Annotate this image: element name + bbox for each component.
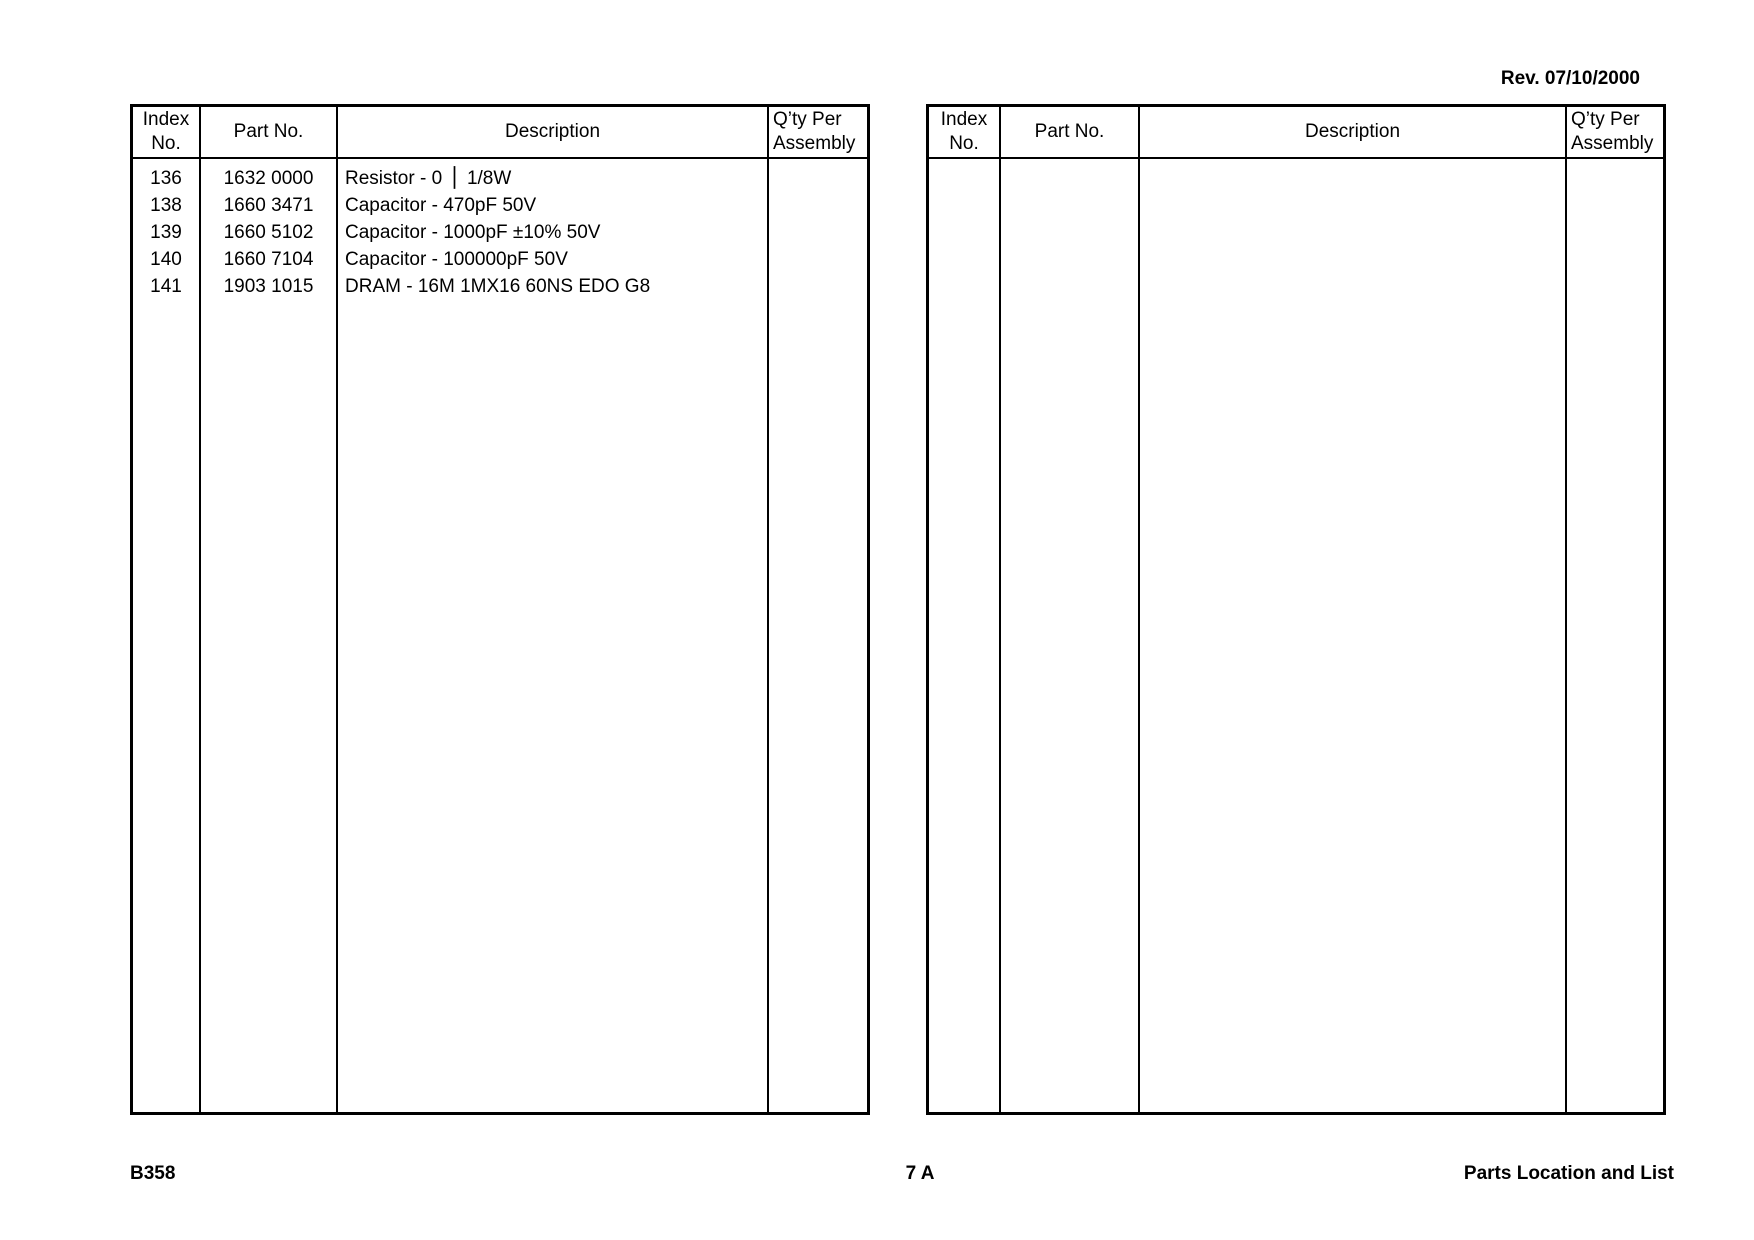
cell-description: Capacitor - 100000pF 50V [345, 249, 568, 270]
cell-part-no: 1660 5102 [223, 222, 314, 243]
cell-index: 141 [150, 276, 182, 297]
header-index-line1: Index [940, 109, 988, 130]
footer-model: B358 [130, 1163, 176, 1184]
cell-part-no: 1660 3471 [223, 195, 314, 216]
cell-description: DRAM - 16M 1MX16 60NS EDO G8 [345, 276, 651, 297]
cell-part-no: 1903 1015 [223, 276, 314, 297]
footer-section-title: Parts Location and List [1463, 1163, 1674, 1184]
cell-description: Resistor - 0 ⎪ 1/8W [345, 168, 512, 189]
cell-index: 138 [150, 195, 182, 216]
parts-table-right [926, 104, 1666, 1115]
cell-index: 136 [150, 168, 182, 189]
header-qty-line2: Assembly [1571, 133, 1654, 154]
header-qty [769, 107, 867, 157]
parts-table-left [130, 104, 870, 1115]
cell-description: Capacitor - 1000pF ±10% 50V [345, 222, 601, 243]
table-row [133, 192, 867, 219]
revision-date: Rev. 07/10/2000 [1500, 68, 1640, 89]
column-divider [999, 107, 1001, 1112]
cell-index: 140 [150, 249, 182, 270]
cell-part-no: 1632 0000 [223, 168, 314, 189]
header-part-no: Part No. [233, 121, 304, 142]
header-divider [133, 157, 867, 159]
header-qty [1567, 107, 1663, 157]
table-row [133, 246, 867, 273]
header-qty-line1: Q’ty Per [773, 109, 842, 130]
column-divider [1138, 107, 1140, 1112]
header-index-line2: No. [949, 133, 979, 154]
table-row [133, 165, 867, 192]
header-divider [929, 157, 1663, 159]
header-index-line2: No. [151, 133, 181, 154]
header-index [929, 107, 999, 157]
header-description: Description [1304, 121, 1401, 142]
footer-page-number: 7 A [905, 1163, 935, 1184]
table-body [133, 165, 867, 300]
cell-description: Capacitor - 470pF 50V [345, 195, 537, 216]
header-index [133, 107, 199, 157]
header-part-no: Part No. [1034, 121, 1105, 142]
cell-index: 139 [150, 222, 182, 243]
header-description: Description [504, 121, 601, 142]
header-index-line1: Index [142, 109, 190, 130]
column-divider [1565, 107, 1567, 1112]
table-row [133, 273, 867, 300]
table-row [133, 219, 867, 246]
cell-part-no: 1660 7104 [223, 249, 314, 270]
header-qty-line2: Assembly [773, 133, 856, 154]
header-qty-line1: Q’ty Per [1571, 109, 1640, 130]
